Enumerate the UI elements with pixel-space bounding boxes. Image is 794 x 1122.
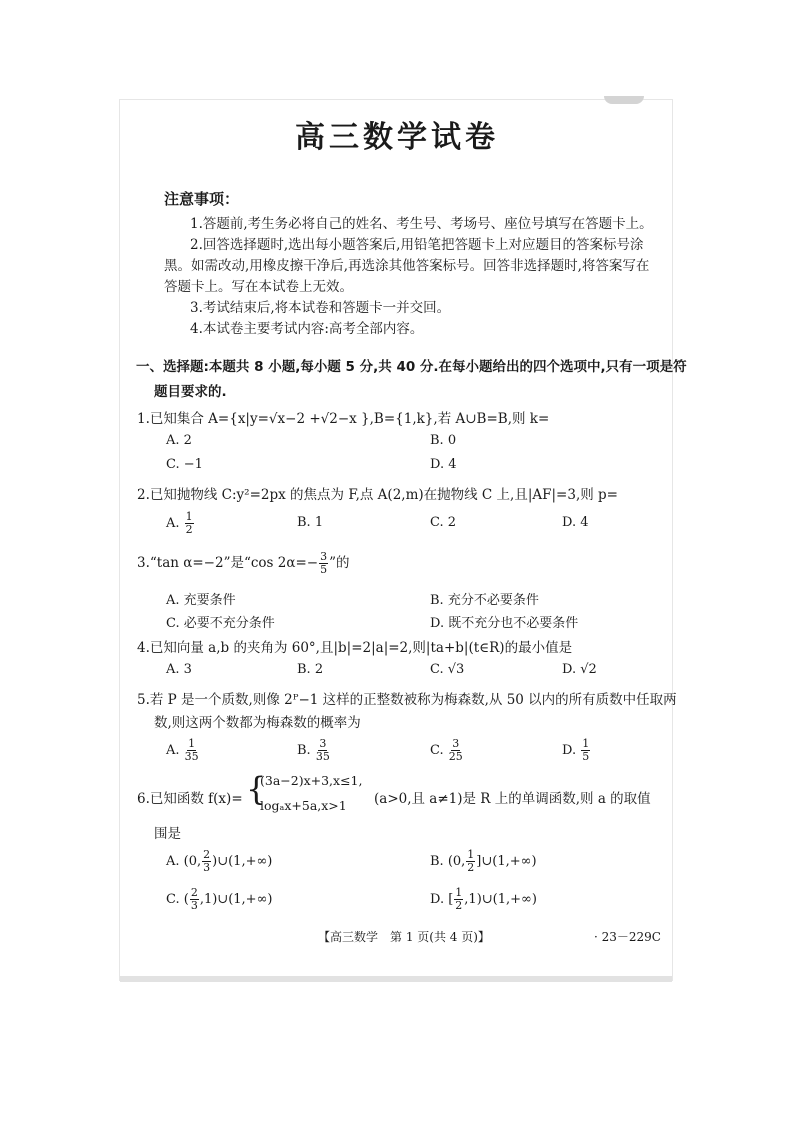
question-5-option-d xyxy=(562,738,591,763)
option-text-start: A. (0, xyxy=(166,854,202,869)
fraction-denominator: 3 xyxy=(203,861,211,874)
fraction-denominator: 25 xyxy=(448,750,463,763)
fraction xyxy=(581,738,590,763)
option-label: A. xyxy=(166,743,180,758)
fraction xyxy=(449,738,463,763)
fraction-numerator: 3 xyxy=(320,550,328,563)
question-3-option-b: B. 充分不必要条件 xyxy=(430,593,539,608)
piecewise-case-1: (3a−2)x+3,x≤1, xyxy=(260,773,363,788)
fraction-denominator: 3 xyxy=(190,899,198,912)
option-text-end: )∪(1,+∞) xyxy=(212,854,273,869)
question-2-option-a xyxy=(166,511,195,536)
question-6-stem-end: (a>0,且 a≠1)是 R 上的单调函数,则 a 的取值 xyxy=(374,791,651,807)
notice-item-4: 4.本试卷主要考试内容:高考全部内容。 xyxy=(190,321,424,337)
question-6-option-a xyxy=(166,849,272,874)
question-2-option-c: C. 2 xyxy=(430,515,457,530)
notice-item-2-line-1: 2.回答选择题时,选出每小题答案后,用铅笔把答题卡上对应题目的答案标号涂 xyxy=(190,237,644,253)
paper-code: · 23－229C xyxy=(594,930,661,944)
fraction xyxy=(202,849,211,874)
notice-item-2-line-2: 黑。如需改动,用橡皮擦干净后,再选涂其他答案标号。回答非选择题时,将答案写在 xyxy=(164,258,650,274)
option-text-end: ,1)∪(1,+∞) xyxy=(199,892,273,907)
question-4-option-c: C. √3 xyxy=(430,662,465,677)
fraction xyxy=(454,887,463,912)
question-6-stem-line-2: 围是 xyxy=(154,826,181,842)
question-6-stem-start: 6.已知函数 f(x)= xyxy=(137,791,243,807)
fraction-denominator: 5 xyxy=(320,563,328,576)
option-text-start: B. (0, xyxy=(430,854,466,869)
exam-title: 高三数学试卷 xyxy=(295,120,499,155)
stem-text-start: 3.“tan α=−2”是“cos 2α=− xyxy=(137,555,319,571)
question-3-option-d: D. 既不充分也不必要条件 xyxy=(430,616,579,631)
option-label: B. xyxy=(297,743,311,758)
question-5-stem-line-2: 数,则这两个数都为梅森数的概率为 xyxy=(154,715,361,731)
question-3-stem xyxy=(137,551,350,576)
question-5-option-b xyxy=(297,738,331,763)
fraction xyxy=(319,551,328,576)
option-label: C. xyxy=(430,743,444,758)
question-5-option-a xyxy=(166,738,200,763)
option-text-start: D. [ xyxy=(430,892,454,907)
fraction-denominator: 35 xyxy=(184,750,199,763)
option-label: D. xyxy=(562,743,577,758)
section-heading-line-2: 题目要求的. xyxy=(154,384,227,400)
brace-glyph: { xyxy=(246,770,267,808)
notice-heading: 注意事项： xyxy=(164,190,240,208)
question-6-option-b xyxy=(430,849,537,874)
fraction xyxy=(185,738,199,763)
question-2-stem: 2.已知抛物线 C:y²=2px 的焦点为 F,点 A(2,m)在抛物线 C 上,且|AF|=3,则 p= xyxy=(137,487,618,503)
fraction-denominator: 2 xyxy=(467,861,475,874)
stem-text-end: ”的 xyxy=(329,555,350,571)
question-6-option-c xyxy=(166,887,272,912)
question-4-option-b: B. 2 xyxy=(297,662,324,677)
fraction-numerator: 1 xyxy=(185,510,193,523)
fraction-numerator: 1 xyxy=(467,848,475,861)
paper-bottom-edge xyxy=(120,976,672,982)
question-2-option-d: D. 4 xyxy=(562,515,589,530)
fraction-numerator: 3 xyxy=(452,737,460,750)
question-1-option-b: B. 0 xyxy=(430,433,457,448)
question-4-option-a: A. 3 xyxy=(166,662,192,677)
question-5-stem-line-1: 5.若 P 是一个质数,则像 2ᴾ−1 这样的正整数被称为梅森数,从 50 以内的所有质数中任取两 xyxy=(137,692,677,708)
fraction-denominator: 5 xyxy=(582,750,590,763)
notice-item-1: 1.答题前,考生务必将自己的姓名、考生号、考场号、座位号填写在答题卡上。 xyxy=(190,216,653,232)
question-5-option-c xyxy=(430,738,464,763)
paper-clip-mark xyxy=(604,96,644,104)
question-2-option-b: B. 1 xyxy=(297,515,324,530)
option-text-end: ,1)∪(1,+∞) xyxy=(464,892,537,907)
question-4-option-d: D. √2 xyxy=(562,662,597,677)
question-3-option-a: A. 充要条件 xyxy=(166,593,236,608)
fraction xyxy=(316,738,330,763)
fraction-numerator: 3 xyxy=(319,737,327,750)
notice-item-2-line-3: 答题卡上。写在本试卷上无效。 xyxy=(164,279,353,295)
fraction-numerator: 1 xyxy=(188,737,196,750)
piecewise-case-2: logₐx+5a,x>1 xyxy=(260,798,347,813)
option-label: A. xyxy=(166,516,180,531)
fraction xyxy=(466,849,475,874)
fraction xyxy=(190,887,199,912)
fraction-denominator: 35 xyxy=(315,750,330,763)
notice-item-3: 3.考试结束后,将本试卷和答题卡一并交回。 xyxy=(190,300,451,316)
fraction xyxy=(185,511,194,536)
option-text-end: ]∪(1,+∞) xyxy=(476,854,537,869)
fraction-numerator: 1 xyxy=(455,886,463,899)
fraction-numerator: 2 xyxy=(190,886,198,899)
fraction-denominator: 2 xyxy=(185,523,193,536)
fraction-numerator: 2 xyxy=(203,848,211,861)
section-heading-line-1: 一、选择题:本题共 8 小题,每小题 5 分,共 40 分.在每小题给出的四个选项中,只有一项是符 xyxy=(136,359,687,375)
question-4-stem: 4.已知向量 a,b 的夹角为 60°,且|b|=2|a|=2,则|ta+b|(t∈R)的最小值是 xyxy=(137,640,573,656)
question-1-option-a: A. 2 xyxy=(166,433,192,448)
question-1-stem: 1.已知集合 A={x|y=√x−2 +√2−x },B={1,k},若 A∪B=B,则 k= xyxy=(137,411,550,427)
question-1-option-c: C. −1 xyxy=(166,457,203,472)
fraction-denominator: 2 xyxy=(455,899,463,912)
question-6-option-d xyxy=(430,887,537,912)
fraction-numerator: 1 xyxy=(582,737,590,750)
question-1-option-d: D. 4 xyxy=(430,457,457,472)
page-footer: 【高三数学 第 1 页(共 4 页)】 xyxy=(318,930,490,944)
option-text-start: C. ( xyxy=(166,892,189,907)
question-3-option-c: C. 必要不充分条件 xyxy=(166,616,275,631)
